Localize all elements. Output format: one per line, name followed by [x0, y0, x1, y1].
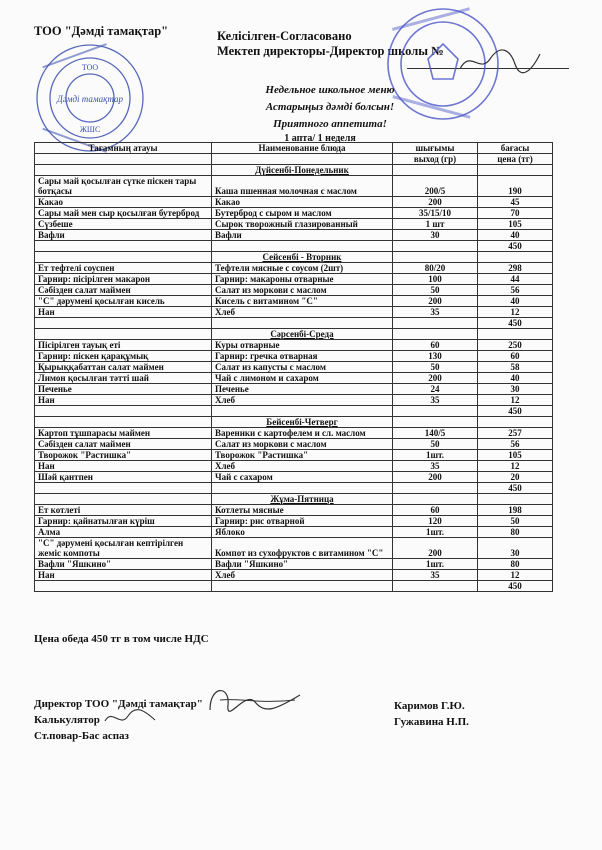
table-row	[35, 263, 553, 274]
dish-yield: 140/5	[393, 428, 478, 439]
dish-name-ru: Печенье	[212, 384, 393, 395]
dish-yield: 24	[393, 384, 478, 395]
dish-name-kz: Творожок "Растишка"	[35, 450, 212, 461]
dish-name-kz: Сары май мен сыр қосылған бутерброд	[35, 208, 212, 219]
table-row	[35, 505, 553, 516]
header-yield-kz: шығымы	[393, 143, 478, 154]
dish-name-ru: Творожок "Растишка"	[212, 450, 393, 461]
dish-yield: 200	[393, 373, 478, 384]
dish-yield: 50	[393, 285, 478, 296]
table-row	[35, 559, 553, 570]
stamp-text-bottom: ЖШС	[79, 125, 101, 134]
dish-yield: 200	[393, 296, 478, 307]
company-name: ТОО "Дәмді тамақтар"	[34, 24, 169, 38]
dish-name-kz: Гарнир: піскен қарақұмық	[35, 351, 212, 362]
dish-price: 198	[478, 505, 553, 516]
day-total-row	[35, 406, 553, 417]
dish-yield: 35	[393, 461, 478, 472]
day-total: 450	[478, 406, 553, 417]
dish-price: 105	[478, 450, 553, 461]
dish-yield: 35	[393, 570, 478, 581]
day-title: Сейсенбі - Вторник	[212, 252, 393, 263]
day-total: 450	[478, 318, 553, 329]
menu-table-body	[35, 143, 553, 592]
dish-yield: 35/15/10	[393, 208, 478, 219]
dish-name-ru: Вареники с картофелем и сл. маслом	[212, 428, 393, 439]
dish-price: 80	[478, 559, 553, 570]
table-row	[35, 472, 553, 483]
table-row	[35, 307, 553, 318]
dish-price: 40	[478, 296, 553, 307]
day-title-row	[35, 252, 553, 263]
dish-name-ru: Яблоко	[212, 527, 393, 538]
table-row	[35, 176, 553, 197]
dish-yield: 120	[393, 516, 478, 527]
day-title-row	[35, 417, 553, 428]
header-price-kz: бағасы	[478, 143, 553, 154]
dish-name-ru: Салат из капусты с маслом	[212, 362, 393, 373]
day-total-row	[35, 483, 553, 494]
dish-price: 60	[478, 351, 553, 362]
dish-price: 58	[478, 362, 553, 373]
dish-price: 40	[478, 373, 553, 384]
dish-name-ru: Куры отварные	[212, 340, 393, 351]
director-name: Каримов Г.Ю.	[394, 700, 465, 712]
dish-name-ru: Каша пшенная молочная с маслом	[212, 176, 393, 197]
approval-line: Келісілген-Согласовано	[217, 29, 352, 43]
week-label: 1 апта/ 1 неделя	[284, 133, 356, 144]
table-row	[35, 461, 553, 472]
motto-line-3: Приятного аппетита!	[273, 118, 387, 130]
cook-label: Ст.повар-Бас аспаз	[34, 730, 129, 742]
table-row	[35, 395, 553, 406]
dish-price: 56	[478, 439, 553, 450]
dish-price: 250	[478, 340, 553, 351]
dish-name-ru: Чай с лимоном и сахаром	[212, 373, 393, 384]
dish-price: 12	[478, 307, 553, 318]
day-title: Дүйсенбі-Понедельник	[212, 165, 393, 176]
header-name-kz: Тағамның атауы	[35, 143, 212, 154]
table-row	[35, 538, 553, 559]
table-row	[35, 208, 553, 219]
day-total-row	[35, 318, 553, 329]
dish-name-kz: Сары май қосылған сүтке піскен тары ботқасы	[35, 176, 212, 197]
dish-price: 40	[478, 230, 553, 241]
table-row	[35, 450, 553, 461]
table-row	[35, 527, 553, 538]
dish-name-kz: Нан	[35, 307, 212, 318]
table-row	[35, 373, 553, 384]
dish-name-ru: Хлеб	[212, 395, 393, 406]
dish-name-kz: Нан	[35, 570, 212, 581]
dish-yield: 60	[393, 340, 478, 351]
header-price-ru: цена (тг)	[478, 154, 553, 165]
dish-price: 56	[478, 285, 553, 296]
dish-name-ru: Вафли "Яшкино"	[212, 559, 393, 570]
calculator-label: Калькулятор	[34, 714, 100, 726]
day-total-row	[35, 581, 553, 592]
menu-table	[34, 142, 553, 592]
dish-name-kz: Сәбізден салат маймен	[35, 439, 212, 450]
day-title-row	[35, 329, 553, 340]
approval-title: Мектеп директоры-Директор школы №	[217, 44, 444, 58]
day-title: Жұма-Пятница	[212, 494, 393, 505]
dish-price: 12	[478, 395, 553, 406]
motto-line-1: Недельное школьное меню	[265, 84, 395, 96]
day-title-row	[35, 494, 553, 505]
dish-name-kz: Лимон қосылған тәтті шай	[35, 373, 212, 384]
day-title-row	[35, 165, 553, 176]
table-row	[35, 384, 553, 395]
dish-name-ru: Кисель с витамином "С"	[212, 296, 393, 307]
dish-price: 257	[478, 428, 553, 439]
table-header-row	[35, 154, 553, 165]
day-total-row	[35, 241, 553, 252]
dish-yield: 200	[393, 197, 478, 208]
motto-line-2: Астарыңыз дәмді болсын!	[265, 101, 395, 113]
dish-name-ru: Вафли	[212, 230, 393, 241]
dish-name-kz: Какао	[35, 197, 212, 208]
dish-name-ru: Чай с сахаром	[212, 472, 393, 483]
dish-yield: 35	[393, 307, 478, 318]
dish-price: 190	[478, 176, 553, 197]
dish-name-ru: Компот из сухофруктов с витамином "С"	[212, 538, 393, 559]
stamp-text-top: ТОО	[81, 63, 99, 72]
table-row	[35, 570, 553, 581]
dish-name-ru: Гарнир: гречка отварная	[212, 351, 393, 362]
dish-yield: 60	[393, 505, 478, 516]
header-name-ru: Наименование блюда	[212, 143, 393, 154]
day-total: 450	[478, 241, 553, 252]
dish-yield: 30	[393, 230, 478, 241]
dish-name-ru: Гарнир: макароны отварные	[212, 274, 393, 285]
header-yield-ru: выход (гр)	[393, 154, 478, 165]
table-row	[35, 351, 553, 362]
dish-price: 70	[478, 208, 553, 219]
dish-name-ru: Котлеты мясные	[212, 505, 393, 516]
dish-yield: 50	[393, 362, 478, 373]
dish-name-ru: Какао	[212, 197, 393, 208]
table-row	[35, 230, 553, 241]
table-row	[35, 219, 553, 230]
signature-director-scribble	[455, 44, 545, 79]
table-row	[35, 285, 553, 296]
dish-name-kz: Сәбізден салат маймен	[35, 285, 212, 296]
dish-yield: 80/20	[393, 263, 478, 274]
dish-yield: 1шт.	[393, 450, 478, 461]
table-header-row	[35, 143, 553, 154]
company-stamp	[34, 42, 146, 154]
director-label: Директор ТОО "Дәмді тамақтар"	[34, 698, 203, 710]
dish-price: 105	[478, 219, 553, 230]
table-row	[35, 516, 553, 527]
signature-director	[200, 680, 310, 720]
dish-name-ru: Тефтели мясные с соусом (2шт)	[212, 263, 393, 274]
dish-name-ru: Салат из моркови с маслом	[212, 285, 393, 296]
table-row	[35, 340, 553, 351]
day-title: Сәрсенбі-Среда	[212, 329, 393, 340]
price-note: Цена обеда 450 тг в том числе НДС	[34, 633, 209, 645]
dish-yield: 200/5	[393, 176, 478, 197]
dish-yield: 200	[393, 538, 478, 559]
dish-yield: 35	[393, 395, 478, 406]
dish-price: 80	[478, 527, 553, 538]
dish-yield: 1шт.	[393, 527, 478, 538]
dish-name-ru: Хлеб	[212, 570, 393, 581]
dish-price: 12	[478, 570, 553, 581]
dish-name-kz: "С" дәрумені қосылған кептірілген жеміс компоты	[35, 538, 212, 559]
dish-yield: 100	[393, 274, 478, 285]
dish-yield: 50	[393, 439, 478, 450]
table-row	[35, 296, 553, 307]
dish-yield: 1 шт	[393, 219, 478, 230]
table-row	[35, 428, 553, 439]
dish-name-kz: Вафли	[35, 230, 212, 241]
stamp-text-middle: Дәмді тамақтар	[57, 94, 123, 104]
dish-name-ru: Гарнир: рис отварной	[212, 516, 393, 527]
dish-name-kz: Ет котлеті	[35, 505, 212, 516]
day-total: 450	[478, 483, 553, 494]
dish-name-kz: Сүзбеше	[35, 219, 212, 230]
table-row	[35, 362, 553, 373]
dish-name-ru: Хлеб	[212, 461, 393, 472]
dish-yield: 1шт.	[393, 559, 478, 570]
dish-name-ru: Сырок творожный глазированный	[212, 219, 393, 230]
dish-name-ru: Хлеб	[212, 307, 393, 318]
day-total: 450	[478, 581, 553, 592]
dish-name-kz: Нан	[35, 461, 212, 472]
dish-price: 298	[478, 263, 553, 274]
table-row	[35, 197, 553, 208]
table-row	[35, 439, 553, 450]
dish-name-kz: Гарнир: пісірілген макарон	[35, 274, 212, 285]
dish-price: 45	[478, 197, 553, 208]
day-title: Бейсенбі-Четверг	[212, 417, 393, 428]
dish-name-kz: Картоп тұшпарасы маймен	[35, 428, 212, 439]
dish-name-kz: Қырыққабаттан салат маймен	[35, 362, 212, 373]
dish-name-kz: Алма	[35, 527, 212, 538]
dish-name-kz: Печенье	[35, 384, 212, 395]
dish-name-kz: "С" дәрумені қосылған кисель	[35, 296, 212, 307]
dish-name-kz: Ет тефтелі соуспен	[35, 263, 212, 274]
dish-price: 12	[478, 461, 553, 472]
dish-price: 50	[478, 516, 553, 527]
dish-yield: 130	[393, 351, 478, 362]
dish-price: 30	[478, 538, 553, 559]
dish-name-kz: Нан	[35, 395, 212, 406]
dish-price: 30	[478, 384, 553, 395]
dish-name-ru: Салат из моркови с маслом	[212, 439, 393, 450]
dish-name-kz: Гарнир: қайнатылған күріш	[35, 516, 212, 527]
dish-price: 20	[478, 472, 553, 483]
dish-name-ru: Бутерброд с сыром и маслом	[212, 208, 393, 219]
dish-name-kz: Шәй қантпен	[35, 472, 212, 483]
dish-price: 44	[478, 274, 553, 285]
dish-name-kz: Пісірілген тауық еті	[35, 340, 212, 351]
calculator-name: Гужавина Н.П.	[394, 716, 469, 728]
dish-yield: 200	[393, 472, 478, 483]
signature-calculator	[100, 706, 160, 730]
table-row	[35, 274, 553, 285]
dish-name-kz: Вафли "Яшкино"	[35, 559, 212, 570]
